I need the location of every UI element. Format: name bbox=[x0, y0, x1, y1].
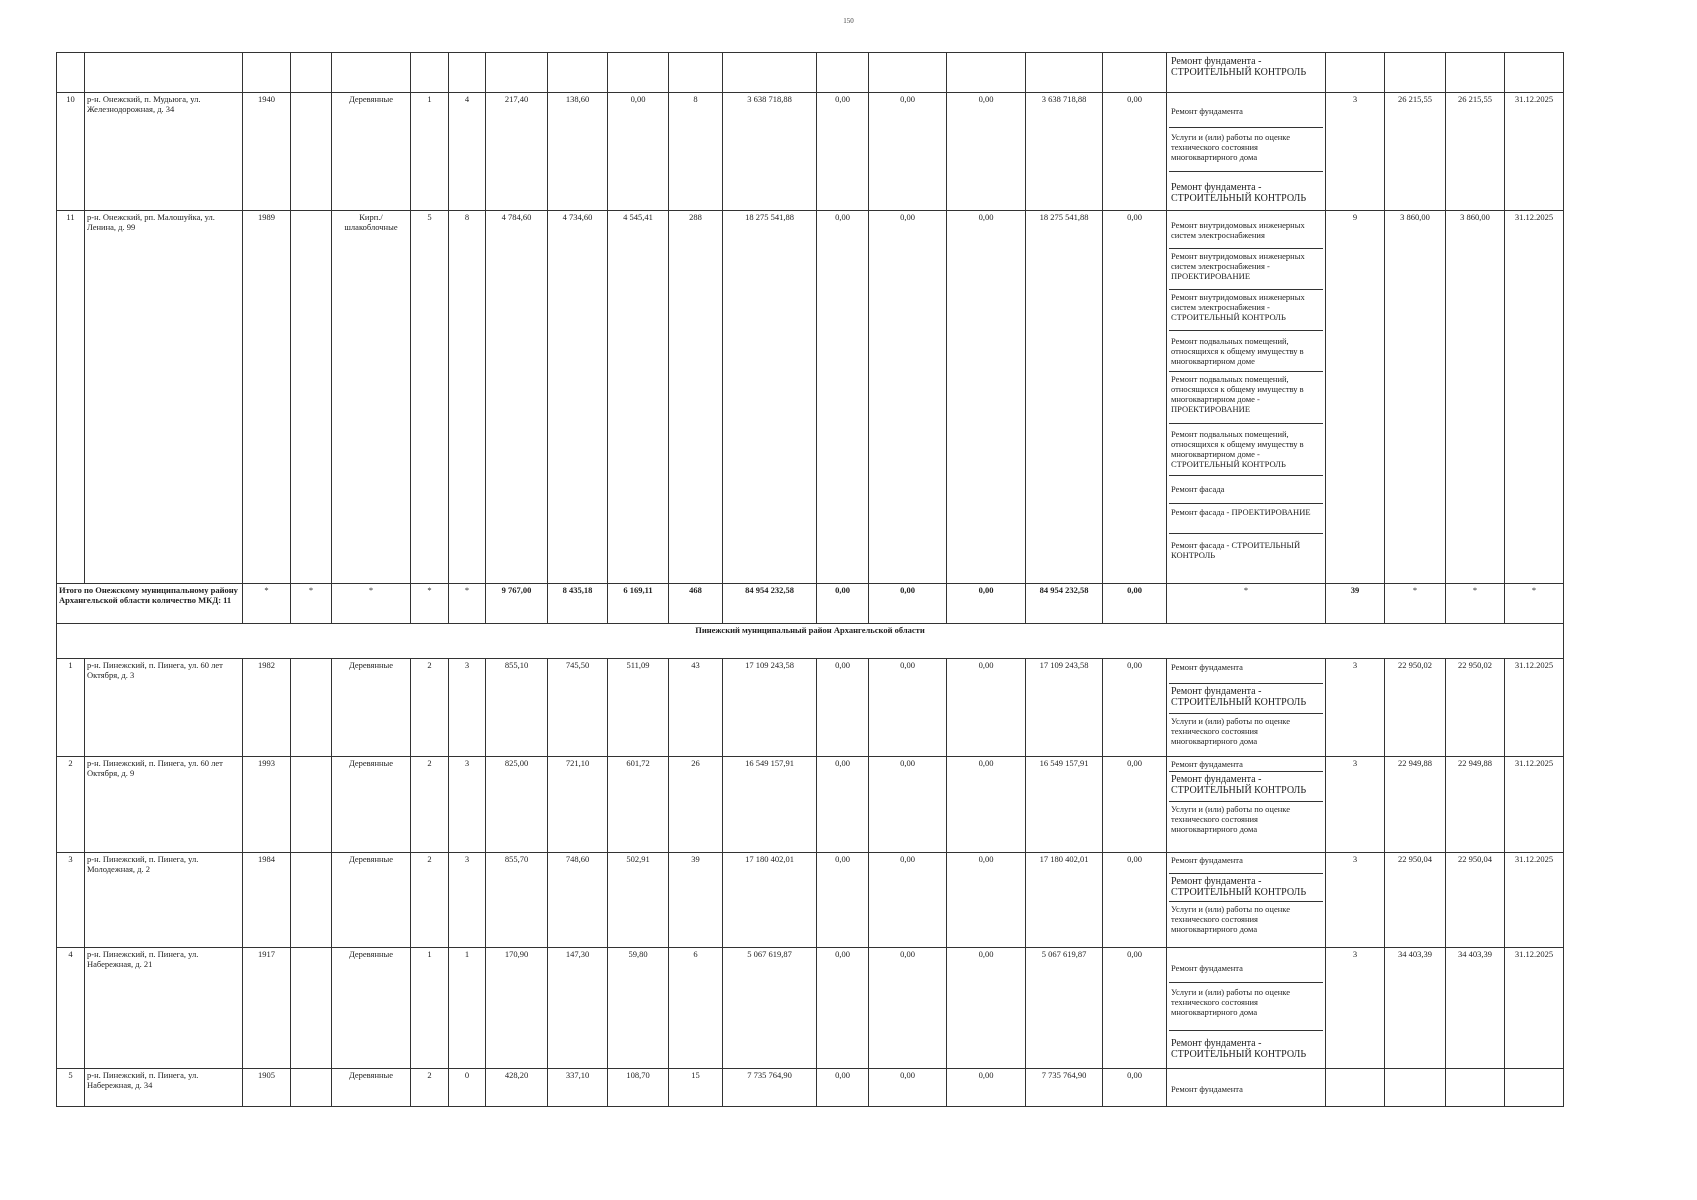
floors: 5 bbox=[411, 211, 449, 584]
deadline: 31.12.2025 bbox=[1505, 211, 1564, 584]
residents: 43 bbox=[669, 659, 723, 757]
work-item: Ремонт внутридомовых инженерных систем электроснабжения - СТРОИТЕЛЬНЫЙ КОНТРОЛЬ bbox=[1169, 290, 1323, 331]
wall-material: Кирп./ шлакоблочные bbox=[332, 211, 411, 584]
fund-1: 0,00 bbox=[817, 853, 869, 948]
placeholder-star: * bbox=[243, 584, 291, 624]
fund-1: 0,00 bbox=[817, 659, 869, 757]
work-item: Ремонт фундамента - СТРОИТЕЛЬНЫЙ КОНТРОЛЬ bbox=[1169, 684, 1323, 714]
entrances: 3 bbox=[449, 757, 486, 853]
work-item: Услуги и (или) работы по оценке технического состояния многоквартирного дома bbox=[1171, 804, 1290, 834]
fund-other: 0,00 bbox=[1103, 757, 1167, 853]
table-row bbox=[57, 93, 1564, 211]
area-living: 721,10 bbox=[548, 757, 608, 853]
wall-material: Деревянные bbox=[332, 948, 411, 1069]
fund-1: 0,00 bbox=[817, 1069, 869, 1107]
fund-2: 0,00 bbox=[869, 757, 947, 853]
residents: 15 bbox=[669, 1069, 723, 1107]
row-number: 1 bbox=[57, 659, 85, 757]
fund-2: 0,00 bbox=[869, 211, 947, 584]
fund-owners: 7 735 764,90 bbox=[1026, 1069, 1103, 1107]
floors: 2 bbox=[411, 1069, 449, 1107]
deadline: 31.12.2025 bbox=[1505, 948, 1564, 1069]
placeholder-star: * bbox=[1385, 584, 1446, 624]
unit-cost: 26 215,55 bbox=[1385, 93, 1446, 211]
area-total: 4 784,60 bbox=[486, 211, 548, 584]
wall-material: Деревянные bbox=[332, 853, 411, 948]
area-owned: 108,70 bbox=[608, 1069, 669, 1107]
unit-cost: 34 403,39 bbox=[1385, 948, 1446, 1069]
area-owned: 59,80 bbox=[608, 948, 669, 1069]
fund-other: 0,00 bbox=[1103, 948, 1167, 1069]
total-fund-1: 0,00 bbox=[817, 584, 869, 624]
area-living: 138,60 bbox=[548, 93, 608, 211]
page-number: 150 bbox=[843, 17, 854, 25]
floors: 2 bbox=[411, 853, 449, 948]
total-row bbox=[57, 584, 1564, 624]
floors: 1 bbox=[411, 948, 449, 1069]
table-row bbox=[57, 659, 1564, 757]
work-count: 9 bbox=[1326, 211, 1385, 584]
address: р-н. Пинежский, п. Пинега, ул. Набережная, д. 21 bbox=[85, 948, 243, 1069]
placeholder-star: * bbox=[449, 584, 486, 624]
table-row bbox=[57, 757, 1564, 853]
total-cost: 84 954 232,58 bbox=[723, 584, 817, 624]
table-row bbox=[57, 948, 1564, 1069]
residents: 39 bbox=[669, 853, 723, 948]
fund-2: 0,00 bbox=[869, 853, 947, 948]
area-living: 147,30 bbox=[548, 948, 608, 1069]
row-number: 4 bbox=[57, 948, 85, 1069]
total-fund-2: 0,00 bbox=[869, 584, 947, 624]
area-owned: 511,09 bbox=[608, 659, 669, 757]
fund-other: 0,00 bbox=[1103, 211, 1167, 584]
cost-total: 5 067 619,87 bbox=[723, 948, 817, 1069]
area-total: 170,90 bbox=[486, 948, 548, 1069]
entrances: 1 bbox=[449, 948, 486, 1069]
area-owned: 0,00 bbox=[608, 93, 669, 211]
build-year: 1989 bbox=[243, 211, 291, 584]
placeholder-star: * bbox=[1446, 584, 1505, 624]
work-count: 3 bbox=[1326, 853, 1385, 948]
row-number: 2 bbox=[57, 757, 85, 853]
area-owned: 4 545,41 bbox=[608, 211, 669, 584]
fund-1: 0,00 bbox=[817, 948, 869, 1069]
work-item: Ремонт фасада - ПРОЕКТИРОВАНИЕ bbox=[1169, 504, 1323, 534]
total-residents: 468 bbox=[669, 584, 723, 624]
fund-2: 0,00 bbox=[869, 1069, 947, 1107]
fund-3: 0,00 bbox=[947, 659, 1026, 757]
fund-2: 0,00 bbox=[869, 659, 947, 757]
address: р-н. Пинежский, п. Пинега, ул. 60 лет Октября, д. 9 bbox=[85, 757, 243, 853]
fund-owners: 16 549 157,91 bbox=[1026, 757, 1103, 853]
total-area-total: 9 767,00 bbox=[486, 584, 548, 624]
fund-other: 0,00 bbox=[1103, 93, 1167, 211]
work-item: Ремонт фундамента bbox=[1169, 94, 1323, 128]
area-living: 4 734,60 bbox=[548, 211, 608, 584]
work-item: Ремонт подвальных помещений, относящихся к общему имуществу в многоквартирном доме bbox=[1169, 331, 1323, 372]
area-living: 748,60 bbox=[548, 853, 608, 948]
residents: 6 bbox=[669, 948, 723, 1069]
fund-3: 0,00 bbox=[947, 757, 1026, 853]
total-work-count: 39 bbox=[1326, 584, 1385, 624]
build-year: 1982 bbox=[243, 659, 291, 757]
fund-owners: 17 109 243,58 bbox=[1026, 659, 1103, 757]
table-row bbox=[57, 211, 1564, 584]
build-year: 1993 bbox=[243, 757, 291, 853]
table-row bbox=[57, 53, 1564, 93]
unit-cost: 22 950,02 bbox=[1385, 659, 1446, 757]
table-row bbox=[57, 853, 1564, 948]
total-area-owned: 6 169,11 bbox=[608, 584, 669, 624]
unit-cost-limit: 3 860,00 bbox=[1446, 211, 1505, 584]
area-total: 825,00 bbox=[486, 757, 548, 853]
entrances: 0 bbox=[449, 1069, 486, 1107]
unit-cost-limit: 22 950,04 bbox=[1446, 853, 1505, 948]
area-owned: 601,72 bbox=[608, 757, 669, 853]
fund-3: 0,00 bbox=[947, 853, 1026, 948]
cost-total: 17 180 402,01 bbox=[723, 853, 817, 948]
work-item: Услуги и (или) работы по оценке технического состояния многоквартирного дома bbox=[1171, 904, 1290, 934]
work-count: 3 bbox=[1326, 757, 1385, 853]
work-item: Ремонт внутридомовых инженерных систем электроснабжения - ПРОЕКТИРОВАНИЕ bbox=[1169, 249, 1323, 290]
placeholder-star: * bbox=[1167, 584, 1326, 624]
region-header-row bbox=[57, 624, 1564, 659]
work-item: Ремонт фундамента - СТРОИТЕЛЬНЫЙ КОНТРОЛЬ bbox=[1171, 182, 1307, 204]
build-year: 1905 bbox=[243, 1069, 291, 1107]
fund-owners: 18 275 541,88 bbox=[1026, 211, 1103, 584]
cost-total: 18 275 541,88 bbox=[723, 211, 817, 584]
residents: 288 bbox=[669, 211, 723, 584]
deadline: 31.12.2025 bbox=[1505, 757, 1564, 853]
work-item: Ремонт фундамента bbox=[1169, 758, 1323, 772]
total-label: Итого по Онежскому муниципальному району Архангельской области количество МКД: 11 bbox=[57, 584, 243, 624]
unit-cost-limit: 22 949,88 bbox=[1446, 757, 1505, 853]
fund-3: 0,00 bbox=[947, 93, 1026, 211]
cost-total: 3 638 718,88 bbox=[723, 93, 817, 211]
fund-other: 0,00 bbox=[1103, 853, 1167, 948]
residents: 26 bbox=[669, 757, 723, 853]
fund-owners: 17 180 402,01 bbox=[1026, 853, 1103, 948]
fund-1: 0,00 bbox=[817, 211, 869, 584]
work-item: Ремонт фундамента bbox=[1169, 854, 1323, 874]
area-living: 337,10 bbox=[548, 1069, 608, 1107]
repair-program-table bbox=[56, 52, 1564, 1107]
fund-3: 0,00 bbox=[947, 211, 1026, 584]
fund-3: 0,00 bbox=[947, 948, 1026, 1069]
work-item: Ремонт фундамента - СТРОИТЕЛЬНЫЙ КОНТРОЛЬ bbox=[1171, 56, 1307, 78]
address: р-н. Пинежский, п. Пинега, ул. Набережная, д. 34 bbox=[85, 1069, 243, 1107]
area-owned: 502,91 bbox=[608, 853, 669, 948]
work-item: Ремонт фасада bbox=[1169, 476, 1323, 504]
deadline: 31.12.2025 bbox=[1505, 659, 1564, 757]
build-year: 1984 bbox=[243, 853, 291, 948]
fund-owners: 5 067 619,87 bbox=[1026, 948, 1103, 1069]
unit-cost: 22 950,04 bbox=[1385, 853, 1446, 948]
placeholder-star: * bbox=[1505, 584, 1564, 624]
fund-2: 0,00 bbox=[869, 948, 947, 1069]
work-item: Ремонт фундамента bbox=[1169, 949, 1323, 983]
placeholder-star: * bbox=[291, 584, 332, 624]
build-year: 1940 bbox=[243, 93, 291, 211]
work-item: Ремонт подвальных помещений, относящихся к общему имуществу в многоквартирном доме - СТРОИТЕЛЬНЫЙ КОНТРОЛЬ bbox=[1169, 424, 1323, 476]
total-fund-other: 0,00 bbox=[1103, 584, 1167, 624]
entrances: 4 bbox=[449, 93, 486, 211]
area-total: 855,10 bbox=[486, 659, 548, 757]
unit-cost-limit: 34 403,39 bbox=[1446, 948, 1505, 1069]
floors: 1 bbox=[411, 93, 449, 211]
table-row bbox=[57, 1069, 1564, 1107]
area-total: 217,40 bbox=[486, 93, 548, 211]
total-fund-owners: 84 954 232,58 bbox=[1026, 584, 1103, 624]
entrances: 3 bbox=[449, 853, 486, 948]
work-item: Услуги и (или) работы по оценке технического состояния многоквартирного дома bbox=[1169, 128, 1323, 172]
floors: 2 bbox=[411, 659, 449, 757]
work-item: Ремонт внутридомовых инженерных систем электроснабжения bbox=[1169, 212, 1323, 249]
cost-total: 7 735 764,90 bbox=[723, 1069, 817, 1107]
address: р-н. Онежский, п. Мудьюга, ул. Железнодорожная, д. 34 bbox=[85, 93, 243, 211]
row-number: 11 bbox=[57, 211, 85, 584]
deadline: 31.12.2025 bbox=[1505, 853, 1564, 948]
wall-material: Деревянные bbox=[332, 757, 411, 853]
work-item: Ремонт фундамента bbox=[1171, 1084, 1243, 1094]
wall-material: Деревянные bbox=[332, 93, 411, 211]
wall-material: Деревянные bbox=[332, 659, 411, 757]
row-number: 5 bbox=[57, 1069, 85, 1107]
address: р-н. Пинежский, п. Пинега, ул. 60 лет Октября, д. 3 bbox=[85, 659, 243, 757]
fund-3: 0,00 bbox=[947, 1069, 1026, 1107]
work-count: 3 bbox=[1326, 659, 1385, 757]
fund-owners: 3 638 718,88 bbox=[1026, 93, 1103, 211]
placeholder-star: * bbox=[332, 584, 411, 624]
region-title: Пинежский муниципальный район Архангельской области bbox=[57, 624, 1564, 659]
placeholder-star: * bbox=[411, 584, 449, 624]
floors: 2 bbox=[411, 757, 449, 853]
work-count: 3 bbox=[1326, 948, 1385, 1069]
unit-cost-limit: 22 950,02 bbox=[1446, 659, 1505, 757]
total-area-living: 8 435,18 bbox=[548, 584, 608, 624]
row-number: 3 bbox=[57, 853, 85, 948]
unit-cost-limit: 26 215,55 bbox=[1446, 93, 1505, 211]
work-item: Ремонт фундамента - СТРОИТЕЛЬНЫЙ КОНТРОЛЬ bbox=[1169, 874, 1323, 902]
wall-material: Деревянные bbox=[332, 1069, 411, 1107]
work-item: Ремонт фасада - СТРОИТЕЛЬНЫЙ КОНТРОЛЬ bbox=[1171, 540, 1301, 560]
work-item: Услуги и (или) работы по оценке технического состояния многоквартирного дома bbox=[1171, 716, 1290, 746]
cost-total: 16 549 157,91 bbox=[723, 757, 817, 853]
address: р-н. Онежский, рп. Малошуйка, ул. Ленина, д. 99 bbox=[85, 211, 243, 584]
cost-total: 17 109 243,58 bbox=[723, 659, 817, 757]
build-year: 1917 bbox=[243, 948, 291, 1069]
work-item: Услуги и (или) работы по оценке технического состояния многоквартирного дома bbox=[1169, 983, 1323, 1031]
entrances: 3 bbox=[449, 659, 486, 757]
unit-cost: 22 949,88 bbox=[1385, 757, 1446, 853]
fund-other: 0,00 bbox=[1103, 1069, 1167, 1107]
address: р-н. Пинежский, п. Пинега, ул. Молодежная, д. 2 bbox=[85, 853, 243, 948]
unit-cost: 3 860,00 bbox=[1385, 211, 1446, 584]
fund-2: 0,00 bbox=[869, 93, 947, 211]
work-item: Ремонт фундамента - СТРОИТЕЛЬНЫЙ КОНТРОЛЬ bbox=[1169, 772, 1323, 802]
area-total: 855,70 bbox=[486, 853, 548, 948]
row-number: 10 bbox=[57, 93, 85, 211]
work-item: Ремонт подвальных помещений, относящихся к общему имуществу в многоквартирном доме - ПРОЕКТИРОВАНИЕ bbox=[1169, 372, 1323, 424]
residents: 8 bbox=[669, 93, 723, 211]
area-living: 745,50 bbox=[548, 659, 608, 757]
work-count: 3 bbox=[1326, 93, 1385, 211]
work-item: Ремонт фундамента - СТРОИТЕЛЬНЫЙ КОНТРОЛЬ bbox=[1171, 1038, 1307, 1060]
deadline: 31.12.2025 bbox=[1505, 93, 1564, 211]
fund-other: 0,00 bbox=[1103, 659, 1167, 757]
work-item: Ремонт фундамента bbox=[1169, 660, 1323, 684]
entrances: 8 bbox=[449, 211, 486, 584]
fund-1: 0,00 bbox=[817, 757, 869, 853]
area-total: 428,20 bbox=[486, 1069, 548, 1107]
total-fund-3: 0,00 bbox=[947, 584, 1026, 624]
fund-1: 0,00 bbox=[817, 93, 869, 211]
